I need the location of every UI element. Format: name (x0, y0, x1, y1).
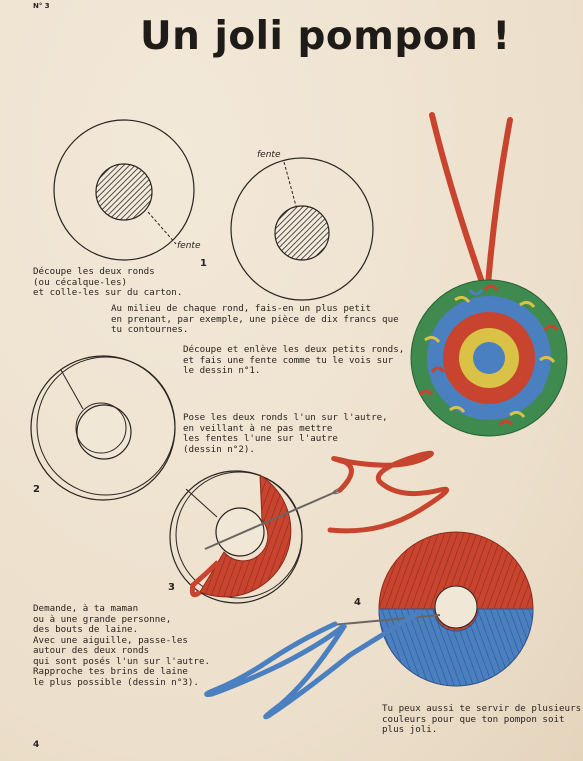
disc-a-drawing (54, 120, 194, 260)
instruction-colors: Tu peux aussi te servir de plusieurs couleurs pour que ton pompon soit plus joli. (382, 703, 582, 735)
instruction-cut-discs: Découpe les deux ronds (ou cécalque-les) et colle-les sur du carton. (33, 266, 183, 298)
instruction-stack-discs: Pose les deux ronds l'un sur l'autre, en veillant à ne pas mettre les fentes l'une sur l'autre (dessin n°2). (183, 412, 388, 455)
issue-number: N° 3 (33, 2, 50, 10)
page-title: Un joli pompon ! (140, 14, 511, 59)
instruction-remove-circles: Découpe et enlève les deux petits ronds, et fais une fente comme tu le vois sur le dessin n°1. (183, 344, 405, 376)
instruction-wrap-wool: Demande, à ta maman ou à une grande personne, des bouts de laine. Avec une aiguille, passe-les autour des deux ronds qui sont posés l'un sur l'autre. Rapproche tes brins de laine le plus possible (dessin n°3). (33, 603, 211, 688)
diagram-number-3: 3 (168, 582, 175, 593)
disc-1-drawing (231, 158, 373, 300)
finished-pompon-drawing (411, 115, 567, 436)
instruction-small-circle: Au milieu de chaque rond, fais-en un plus petit en prenant, par exemple, une pièce de dix francs que tu contournes. (111, 303, 399, 335)
fente-label-b: fente (257, 150, 281, 160)
diagram-number-1: 1 (200, 258, 207, 269)
disc-2-drawing (31, 356, 175, 500)
diagram-number-2: 2 (33, 484, 40, 495)
page-number: 4 (33, 740, 40, 750)
fente-label-a: fente (177, 241, 201, 251)
diagram-number-4: 4 (354, 597, 361, 608)
